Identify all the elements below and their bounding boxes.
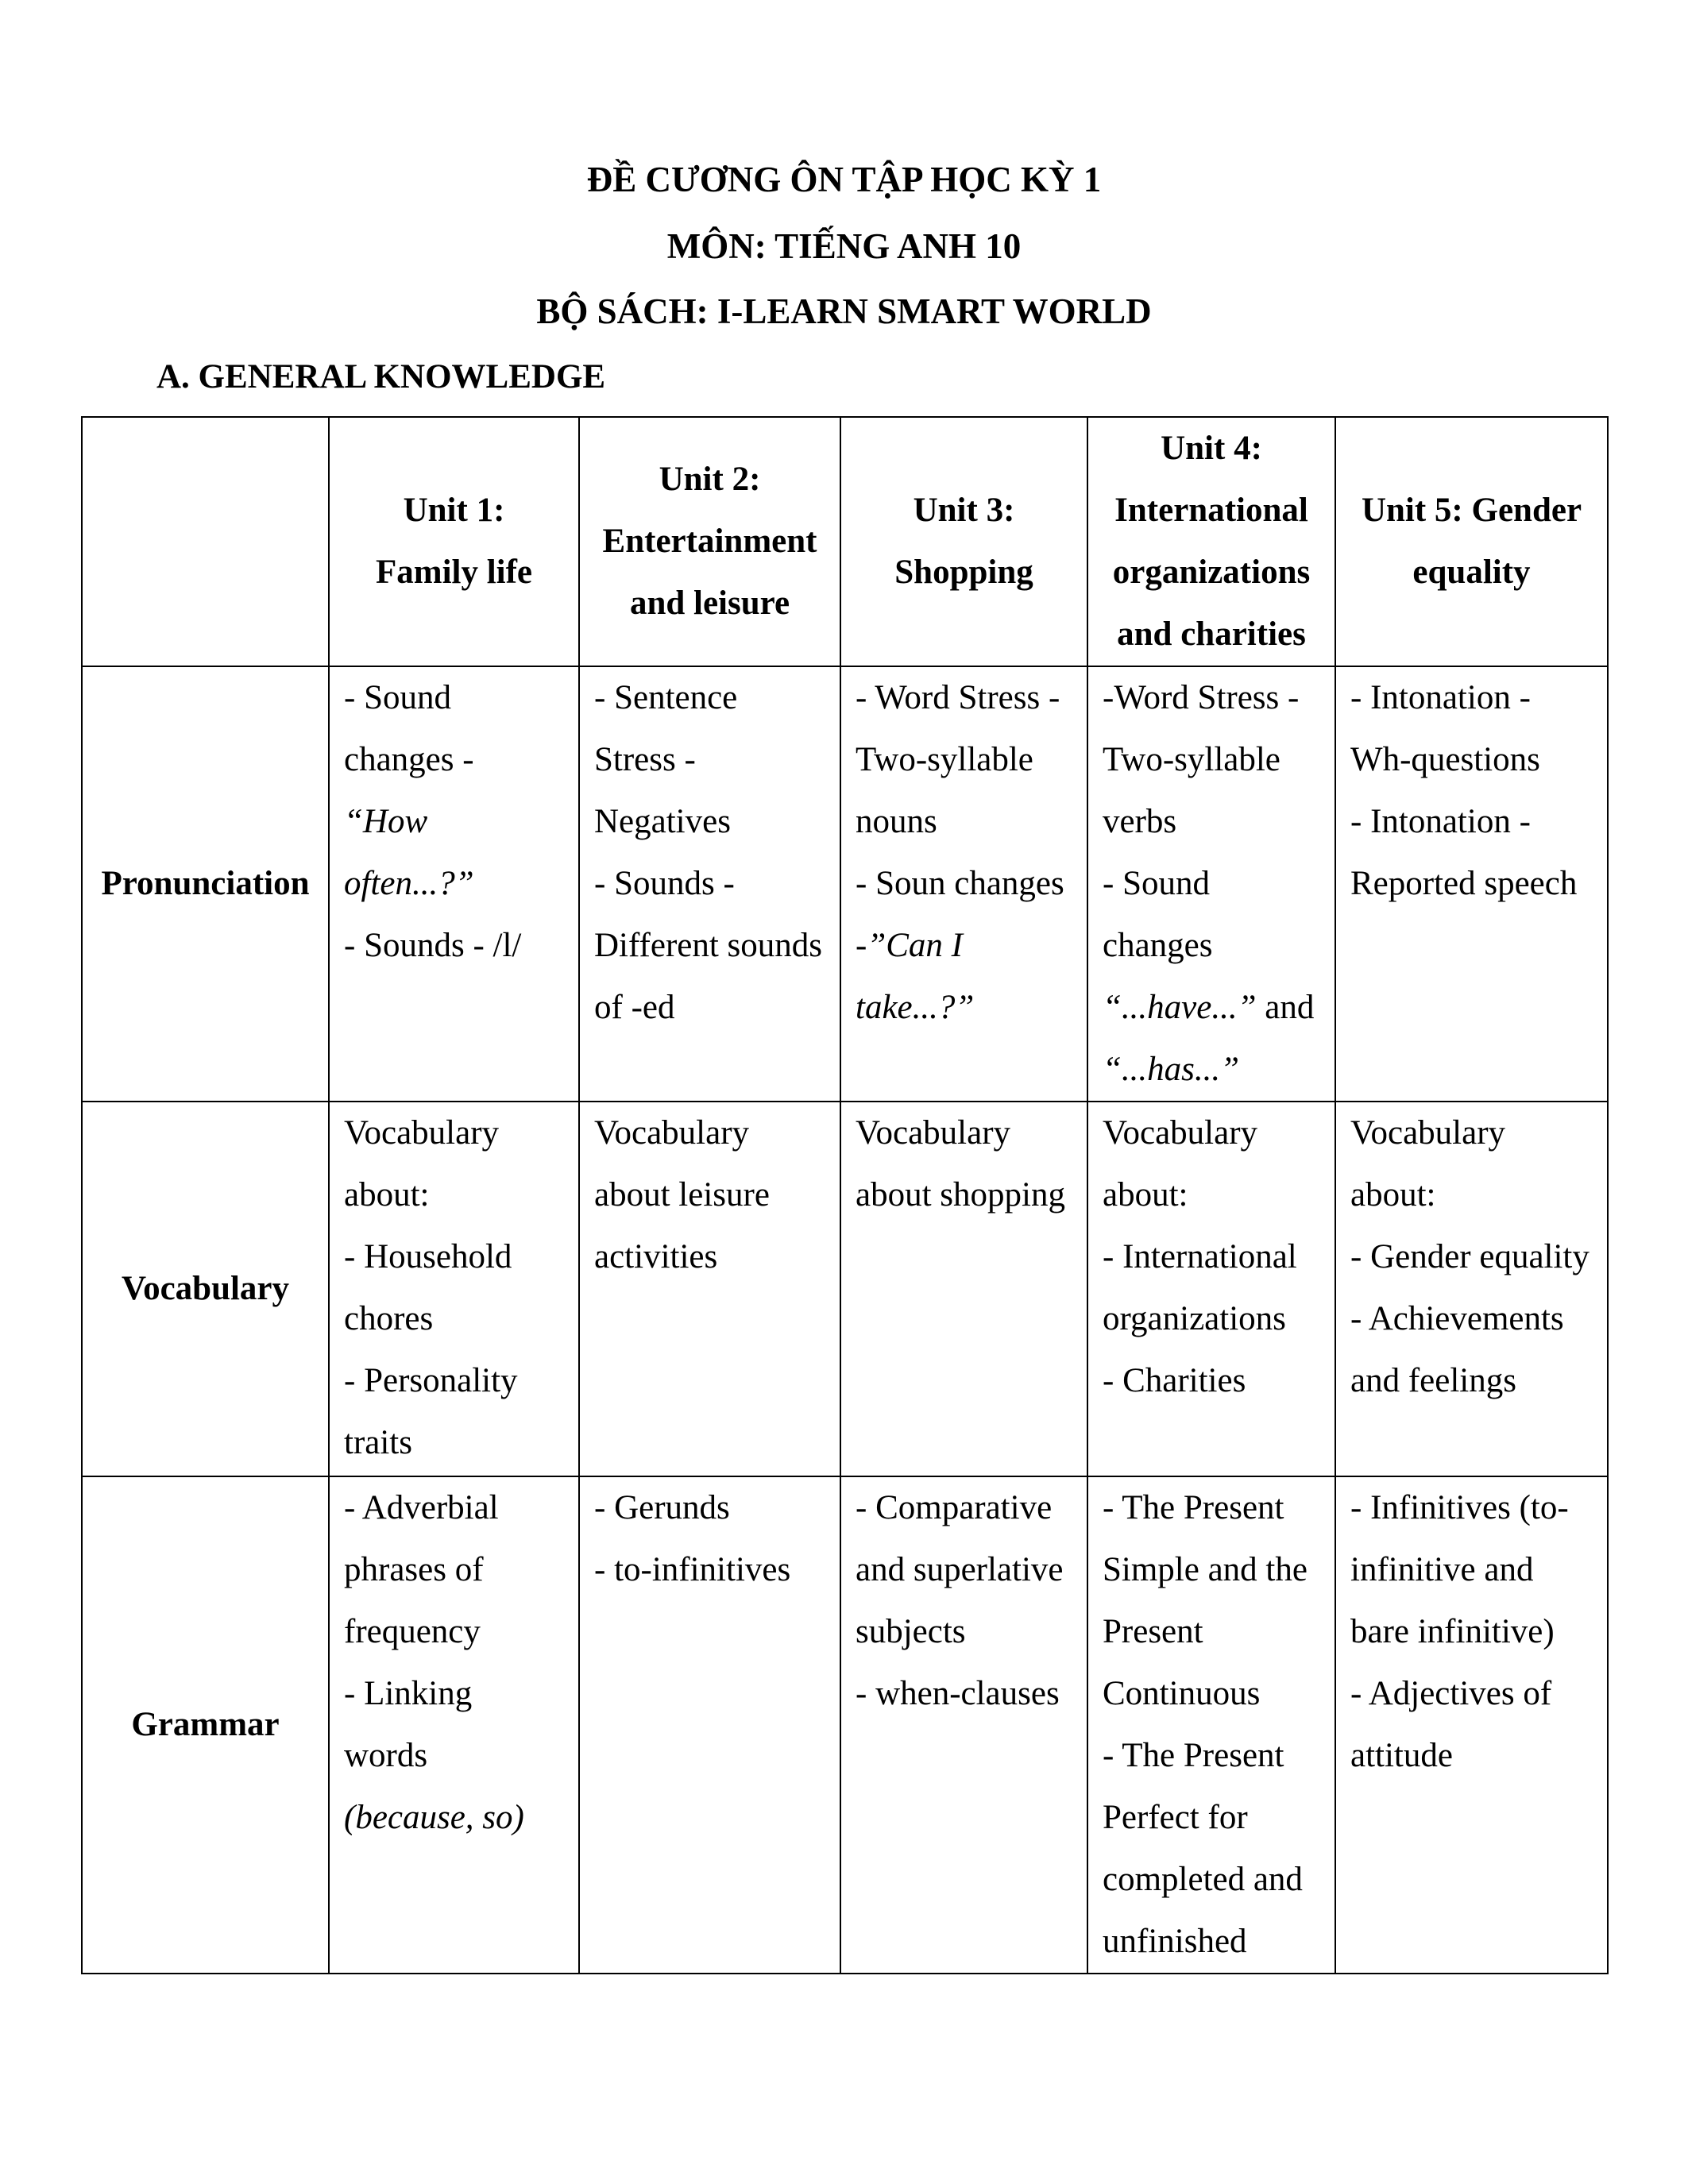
vocabulary-unit-5 [1335,1102,1608,1476]
header-unit-5-title: Unit 5: Gender equality [1361,492,1582,591]
cell-text: - Gerunds [594,1489,730,1526]
cell-text: - Sound changes - [344,679,474,778]
cell-text: Vocabulary about: [344,1114,500,1214]
pronunciation-unit-5 [1335,666,1608,1102]
vocabulary-unit-1 [329,1102,579,1476]
header-unit-3-title: Shopping [894,554,1033,591]
cell-text-italic: “...has...” [1103,1051,1240,1088]
cell-text: - to-infinitives [594,1551,791,1588]
cell-text-italic: “How often...?” [344,803,474,902]
document-title: ĐỀ CƯƠNG ÔN TẬP HỌC KỲ 1 [586,160,1102,199]
row-label-vocabulary: Vocabulary [82,1102,329,1476]
vocabulary-unit-3 [840,1102,1087,1476]
cell-text: - Soun changes - [856,865,1064,964]
pronunciation-unit-2 [579,666,840,1102]
cell-text-italic: ”Can I take...?” [856,927,975,1026]
header-unit-4-number: Unit 4: [1161,430,1262,467]
header-unit-2 [579,417,840,666]
cell-text: Vocabulary about: [1350,1114,1506,1214]
cell-text: - Sounds - /l/ [344,927,522,964]
cell-text: - Charities [1103,1362,1246,1399]
header-unit-2-number: Unit 2: [659,461,761,498]
cell-text: Vocabulary about leisure activities [594,1114,770,1275]
cell-text-italic: “...have...” [1103,989,1257,1026]
cell-text: - Intonation - Reported speech [1350,803,1578,902]
header-unit-1-number: Unit 1: [403,492,505,529]
cell-text: - Sentence Stress - Negatives [594,679,738,840]
header-unit-2-title: Entertainment and leisure [602,523,817,622]
cell-text: - Personality traits [344,1362,518,1461]
cell-text: - Gender equality [1350,1238,1590,1275]
table-header-row [82,417,1608,666]
empty-corner-cell [82,417,329,666]
cell-text: - Word Stress - Two-syllable nouns [856,679,1060,840]
cell-text: - Achievements and feelings [1350,1300,1564,1399]
vocabulary-unit-2 [579,1102,840,1476]
pronunciation-unit-3 [840,666,1087,1102]
header-unit-3-number: Unit 3: [913,492,1015,529]
header-unit-4 [1087,417,1335,666]
cell-text: and [1256,989,1315,1026]
table-row-grammar [82,1476,1608,1974]
pronunciation-unit-1 [329,666,579,1102]
cell-text: - Adverbial phrases of frequency [344,1489,499,1650]
cell-text: Vocabulary about shopping [856,1114,1065,1214]
grammar-unit-1 [329,1476,579,1974]
cell-text: - Adjectives of attitude [1350,1675,1552,1774]
cell-text: - Household chores [344,1238,512,1337]
cell-text: - Comparative and superlative subjects [856,1489,1064,1650]
subject-line: MÔN: TIẾNG ANH 10 [666,226,1022,266]
grammar-unit-2 [579,1476,840,1974]
cell-text: - Sounds - Different sounds of -ed [594,865,823,1026]
cell-text: - The Present Perfect for completed and unfinished [1103,1737,1303,1960]
cell-text: - when-clauses [856,1675,1060,1712]
header-unit-4-title: International organizations and charities [1112,492,1311,653]
cell-text: - The Present Simple and the Present Continuous [1103,1489,1308,1712]
table-row-pronunciation [82,666,1608,1102]
vocabulary-unit-4 [1087,1102,1335,1476]
cell-text-italic: (because, so) [344,1799,524,1836]
book-series-line: BỘ SÁCH: I-LEARN SMART WORLD [536,291,1152,331]
row-label-pronunciation: Pronunciation [82,666,329,1102]
header-unit-1 [329,417,579,666]
cell-text: - Infinitives (to-infinitive and bare infinitive) [1350,1489,1569,1650]
header-unit-3 [840,417,1087,666]
row-label-grammar: Grammar [82,1476,329,1974]
cell-text: - International organizations [1103,1238,1297,1337]
header-unit-5 [1335,417,1608,666]
pronunciation-unit-4 [1087,666,1335,1102]
grammar-unit-5 [1335,1476,1608,1974]
header-unit-1-title: Family life [375,554,533,591]
grammar-unit-4 [1087,1476,1335,1974]
table-row-vocabulary [82,1102,1608,1476]
section-heading: A. GENERAL KNOWLEDGE [156,358,606,396]
cell-text: - Intonation - Wh-questions [1350,679,1540,778]
knowledge-table [81,416,1609,1974]
cell-text: - Sound changes [1103,865,1213,964]
grammar-unit-3 [840,1476,1087,1974]
cell-text: - Linking words [344,1675,473,1774]
cell-text: -Word Stress - Two-syllable verbs [1103,679,1300,840]
cell-text: Vocabulary about: [1103,1114,1258,1214]
